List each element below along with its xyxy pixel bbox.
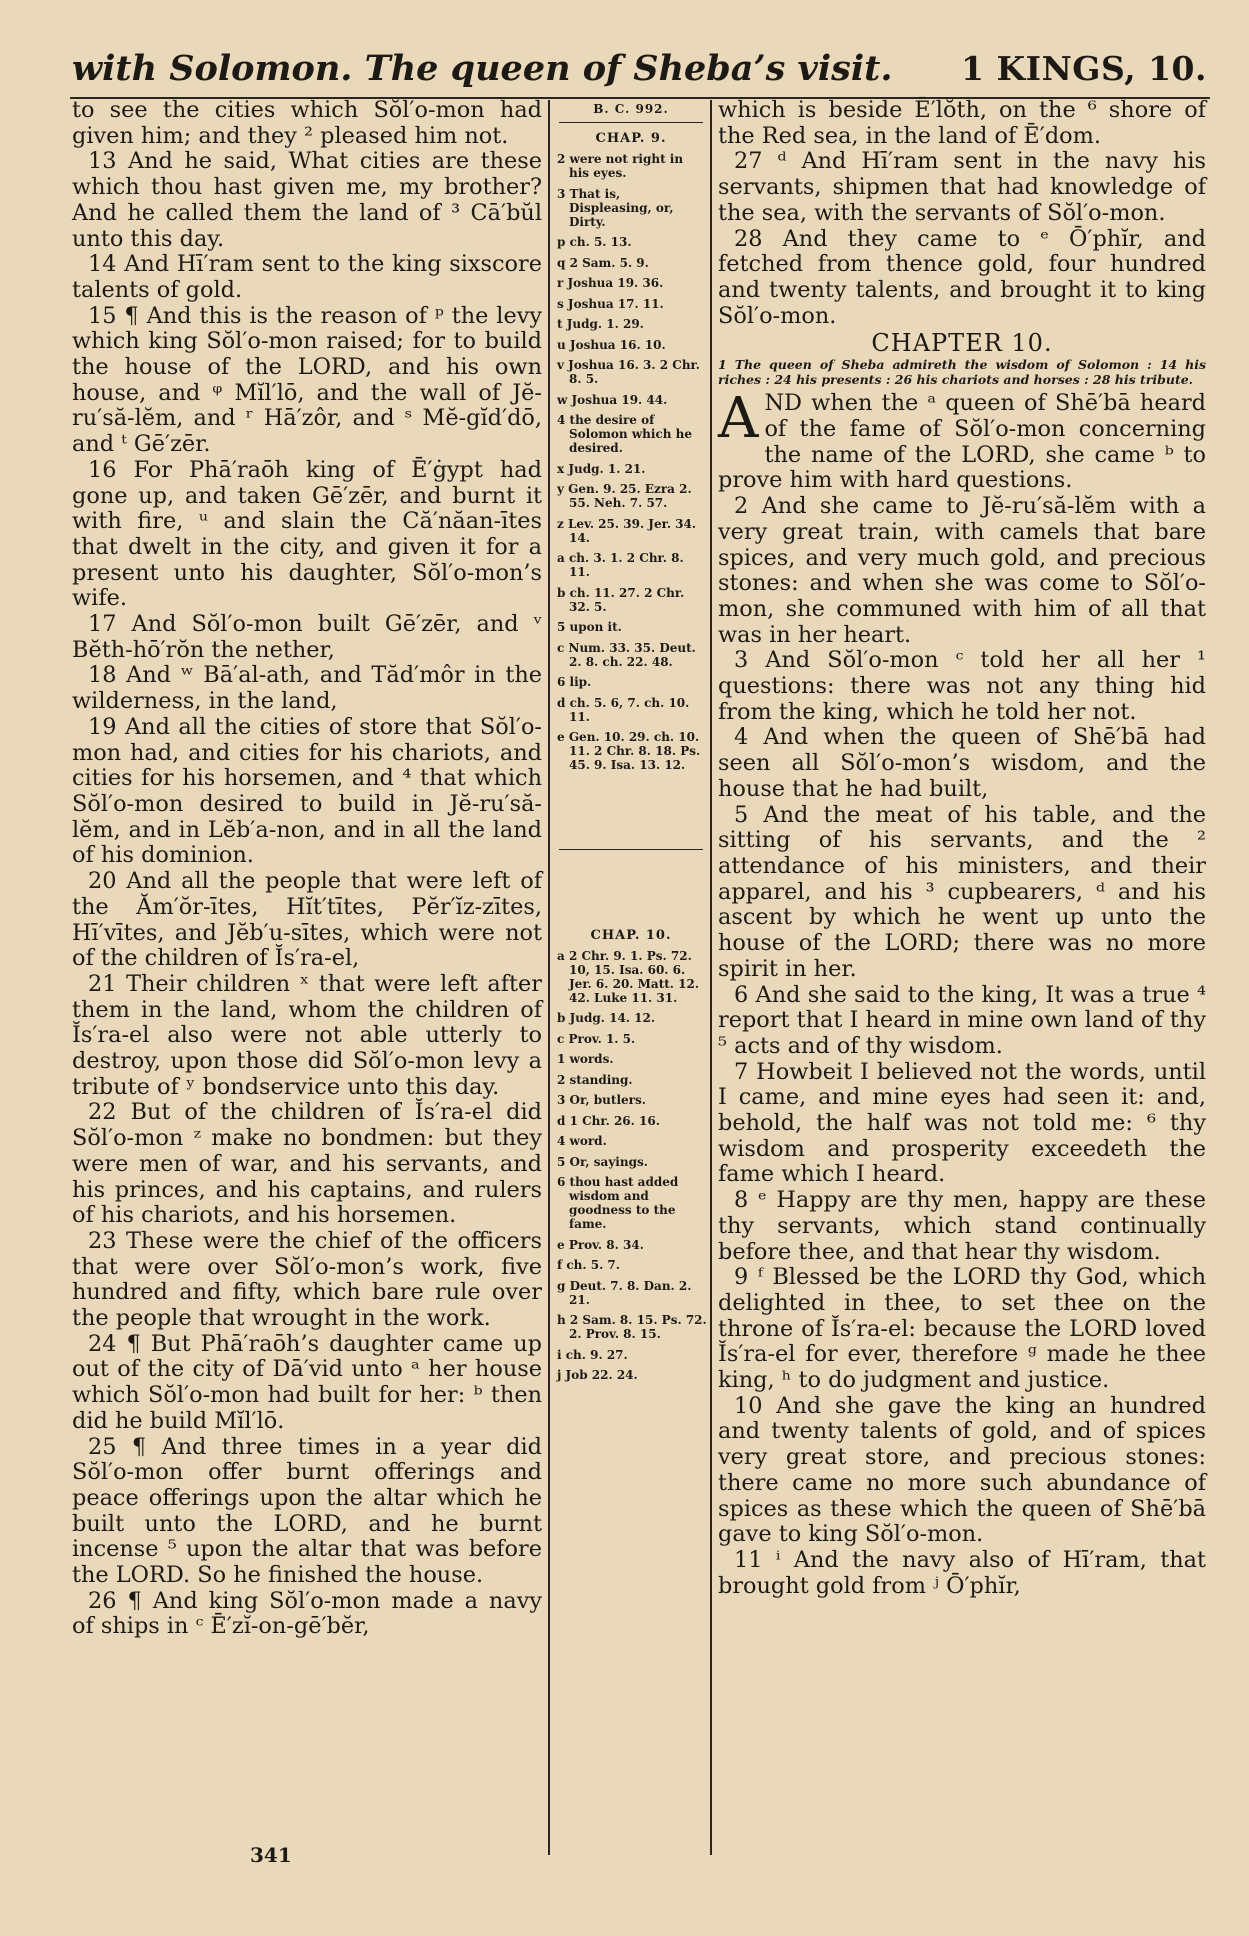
verse-paragraph: 21 Their children ˣ that were left after them in the land, whom the children of Ĭs′ra-el also were not able utterly to destroy, upon those did Sŏl′o-mon levy a tribute of ʸ bondservice unto this day. bbox=[72, 970, 542, 1100]
margin-reference: d 1 Chr. 26. 16. bbox=[557, 1113, 660, 1128]
verse-paragraph: 28 And they came to ᵉ Ō′phĭr, and fetched from thence gold, four hundred and twenty talents, and brought it to king Sŏl′o-mon. bbox=[718, 225, 1206, 329]
margin-reference: 1 words. bbox=[557, 1052, 614, 1066]
verse-paragraph: 4 And when the queen of Shē′bā had seen all Sŏl′o-mon’s wisdom, and the house that he had built, bbox=[718, 724, 1206, 802]
margin-reference: j Job 22. 24. bbox=[557, 1368, 638, 1382]
margin-reference: u Joshua 16. 10. bbox=[557, 337, 666, 352]
chapter-summary: 1 The queen of Sheba admireth the wisdom of Solomon : 14 his riches : 24 his presents : 26 his chariots and horses : 28 his tribute. bbox=[718, 357, 1206, 388]
margin-chapter-10-heading: CHAP. 10. bbox=[590, 927, 672, 943]
chapter-heading: CHAPTER 10. bbox=[871, 329, 1053, 358]
verse-paragraph: 26 ¶ And king Sŏl′o-mon made a navy of ships in ᶜ Ē′zĭ-on-gē′bĕr, bbox=[72, 1587, 542, 1640]
verse-paragraph: 17 And Sŏl′o-mon built Gē′zēr, and ᵛ Bĕth-hō′rŏn the nether, bbox=[72, 611, 542, 663]
verse-paragraph: 8 ᵉ Happy are thy men, happy are these thy servants, which stand continually before thee, and that hear thy wisdom. bbox=[718, 1187, 1206, 1265]
verse-paragraph: 15 ¶ And this is the reason of ᵖ the levy which king Sŏl′o-mon raised; for to build the house of the LORD, and his own house, and ᵠ Mĭl′lō, and the wall of Jĕ-ru′să-lĕm, and ʳ Hā′zôr, and ˢ Mĕ-gĭd′dō, and ᵗ Gē′zēr. bbox=[72, 302, 542, 458]
verse-paragraph: 6 And she said to the king, It was a true ⁴ report that I heard in mine own land of thy ⁵ acts and of thy wisdom. bbox=[718, 981, 1207, 1059]
margin-reference: z Lev. 25. 39. Jer. 34. 14. bbox=[557, 516, 697, 545]
column-divider-right bbox=[710, 100, 712, 1855]
margin-reference: p ch. 5. 13. bbox=[557, 235, 632, 249]
verse-paragraph: to see the cities which Sŏl′o-mon had given him; and they ² pleased him not. bbox=[72, 97, 542, 149]
left-text-column bbox=[72, 98, 542, 1640]
verse-paragraph: 11 ⁱ And the navy also of Hī′ram, that brought gold from ʲ Ō′phĭr, bbox=[718, 1546, 1206, 1599]
margin-rule bbox=[559, 122, 703, 123]
verse-paragraph: 23 These were the chief of the officers that were over Sŏl′o-mon’s work, five hundred and fifty, which bare rule over the people that wrought in the work. bbox=[72, 1227, 542, 1332]
margin-reference: 3 That is, Displeasing, or, Dirty. bbox=[557, 186, 674, 229]
margin-reference: v Joshua 16. 3. 2 Chr. 8. 5. bbox=[557, 358, 700, 386]
margin-reference: t Judg. 1. 29. bbox=[557, 317, 644, 331]
margin-reference: b ch. 11. 27. 2 Chr. 32. 5. bbox=[557, 585, 685, 614]
margin-reference: h 2 Sam. 8. 15. Ps. 72. 2. Prov. 8. 15. bbox=[557, 1313, 707, 1341]
running-header bbox=[72, 48, 1207, 100]
margin-reference: x Judg. 1. 21. bbox=[557, 461, 646, 476]
header-book-chapter: 1 KINGS, 10. bbox=[961, 49, 1207, 88]
verse-paragraph: 7 Howbeit I believed not the words, until I came, and mine eyes had seen it: and, behold, the half was not told me: ⁶ thy wisdom and prosperity exceedeth the fame which I heard. bbox=[718, 1058, 1206, 1188]
margin-reference: c Prov. 1. 5. bbox=[557, 1031, 636, 1046]
margin-reference: b Judg. 14. 12. bbox=[557, 1011, 656, 1025]
margin-reference: a 2 Chr. 9. 1. Ps. 72. 10, 15. Isa. 60. 6. Jer. 6. 20. Matt. 12. 42. Luke 11. 31. bbox=[557, 948, 700, 1005]
margin-reference: 6 thou hast added wisdom and goodness to the fame. bbox=[557, 1175, 679, 1231]
verse-paragraph: 24 ¶ But Phā′raōh’s daughter came up out of the city of Dā′vid unto ᵃ her house which Sŏl′o-mon had built for her: ᵇ then did he build Mĭl′lō. bbox=[72, 1330, 542, 1434]
verse-paragraph: 22 But of the children of Ĭs′ra-el did Sŏl′o-mon ᶻ make no bondmen: but they were men of war, and his servants, and his princes, and his captains, and rulers of his chariots, and his horsemen. bbox=[72, 1099, 542, 1229]
margin-reference: 2 standing. bbox=[557, 1072, 633, 1087]
first-verse-text: ND when the ᵃ queen of Shē′bā heard of the fame of Sŏl′o-mon concerning the name of the LORD, she came ᵇ to prove him with hard questions. bbox=[718, 390, 1206, 494]
page-number: 341 bbox=[250, 1843, 292, 1867]
verse-paragraph: 10 And she gave the king an hundred and twenty talents of gold, and of spices very great store, and precious stones: there came no more such abundance of spices as these which the queen of Shē′bā gave to king Sŏl′o-mon. bbox=[718, 1392, 1206, 1548]
margin-reference: a ch. 3. 1. 2 Chr. 8. 11. bbox=[557, 551, 684, 579]
margin-reference: r Joshua 19. 36. bbox=[557, 276, 664, 290]
verse-paragraph: 9 ᶠ Blessed be the LORD thy God, which delighted in thee, to set thee on the throne of Ĭs′ra-el: because the LORD loved Ĭs′ra-el for ever, therefore ᵍ made he thee king, ʰ to do judgment and justice. bbox=[718, 1264, 1206, 1394]
verse-paragraph: 13 And he said, What cities are these which thou hast given me, my brother? And he called them the land of ³ Cā′bŭl unto this day. bbox=[72, 148, 542, 252]
era-date: B. C. 992. bbox=[593, 102, 669, 116]
margin-reference: 5 upon it. bbox=[557, 620, 622, 634]
margin-reference: d ch. 5. 6, 7. ch. 10. 11. bbox=[557, 695, 690, 724]
verse-paragraph: 25 ¶ And three times in a year did Sŏl′o-mon offer burnt offerings and peace offerings upon the altar which he built unto the LORD, and he burnt incense ⁵ upon the altar that was before the LORD. So he finished the house. bbox=[72, 1433, 542, 1589]
column-divider-left bbox=[548, 100, 550, 1855]
margin-reference: w Joshua 19. 44. bbox=[557, 392, 668, 407]
margin-reference: 4 the desire of Solomon which he desired. bbox=[557, 413, 693, 455]
margin-reference: c Num. 33. 35. Deut. 2. 8. ch. 22. 48. bbox=[557, 640, 696, 669]
margin-reference: s Joshua 17. 11. bbox=[557, 296, 664, 311]
verse-paragraph: 16 For Phā′raōh king of Ē′ġypt had gone up, and taken Gē′zēr, and burnt it with fire, ᵘ and slain the Că′năan-ītes that dwelt in the city, and given it for a present unto his daughter, Sŏl′o-mon’s wife. bbox=[72, 456, 542, 612]
margin-reference: 4 word. bbox=[557, 1134, 607, 1148]
verse-paragraph: 2 And she came to Jĕ-ru′să-lĕm with a very great train, with camels that bare spices, and very much gold, and precious stones: and when she was come to Sŏl′o-mon, she communed with him of all that was in her heart. bbox=[718, 493, 1206, 648]
margin-reference: f ch. 5. 7. bbox=[557, 1258, 620, 1272]
verse-paragraph: 14 And Hī′ram sent to the king sixscore talents of gold. bbox=[72, 251, 542, 303]
margin-reference: e Gen. 10. 29. ch. 10. 11. 2 Chr. 8. 18. Ps. 45. 9. Isa. 13. 12. bbox=[557, 730, 701, 772]
margin-reference: i ch. 9. 27. bbox=[557, 1347, 628, 1362]
marginal-references-column bbox=[555, 102, 707, 1389]
right-text-column bbox=[718, 98, 1206, 1599]
margin-reference: 3 Or, butlers. bbox=[557, 1093, 646, 1107]
verse-paragraph: 18 And ʷ Bā′al-ath, and Tăd′môr in the wilderness, in the land, bbox=[72, 662, 542, 715]
margin-reference: 2 were not right in his eyes. bbox=[557, 152, 684, 180]
margin-reference: e Prov. 8. 34. bbox=[557, 1237, 644, 1252]
first-verse bbox=[718, 386, 1206, 494]
margin-reference: y Gen. 9. 25. Ezra 2. 55. Neh. 7. 57. bbox=[557, 482, 692, 510]
margin-chapter-9-heading: CHAP. 9. bbox=[595, 131, 667, 146]
margin-reference: 6 lip. bbox=[557, 675, 592, 689]
verse-paragraph: 19 And all the cities of store that Sŏl′o-mon had, and cities for his chariots, and cities for his horsemen, and ⁴ that which Sŏl′o-mon desired to build in Jĕ-ru′să-lĕm, and in Lĕb′a-non, and in all the land of his dominion. bbox=[72, 713, 542, 869]
margin-reference: g Deut. 7. 8. Dan. 2. 21. bbox=[557, 1278, 692, 1307]
margin-reference: q 2 Sam. 5. 9. bbox=[557, 255, 649, 270]
drop-cap: A bbox=[718, 386, 759, 452]
verse-paragraph: 27 ᵈ And Hī′ram sent in the navy his servants, shipmen that had knowledge of the sea, with the servants of Sŏl′o-mon. bbox=[718, 148, 1206, 226]
verse-paragraph: 20 And all the people that were left of the Ăm′ŏr-ītes, Hĭt′tītes, Pĕr′ĭz-zītes, Hī′vītes, and Jĕb′u-sītes, which were not of the children of Ĭs′ra-el, bbox=[72, 868, 542, 972]
verse-paragraph: which is beside Ē′lŏth, on the ⁶ shore of the Red sea, in the land of Ē′dom. bbox=[718, 97, 1206, 149]
margin-reference: 5 Or, sayings. bbox=[557, 1154, 648, 1169]
verse-paragraph: 3 And Sŏl′o-mon ᶜ told her all her ¹ questions: there was not any thing hid from the king, which he told her not. bbox=[718, 647, 1206, 725]
verse-paragraph: 5 And the meat of his table, and the sitting of his servants, and the ² attendance of his ministers, and their apparel, and his ³ cupbearers, ᵈ and his ascent by which he went up unto the house of the LORD; there was no more spirit in her. bbox=[718, 801, 1206, 982]
header-left-title: with Solomon. The queen of Sheba’s visit. bbox=[72, 48, 893, 89]
